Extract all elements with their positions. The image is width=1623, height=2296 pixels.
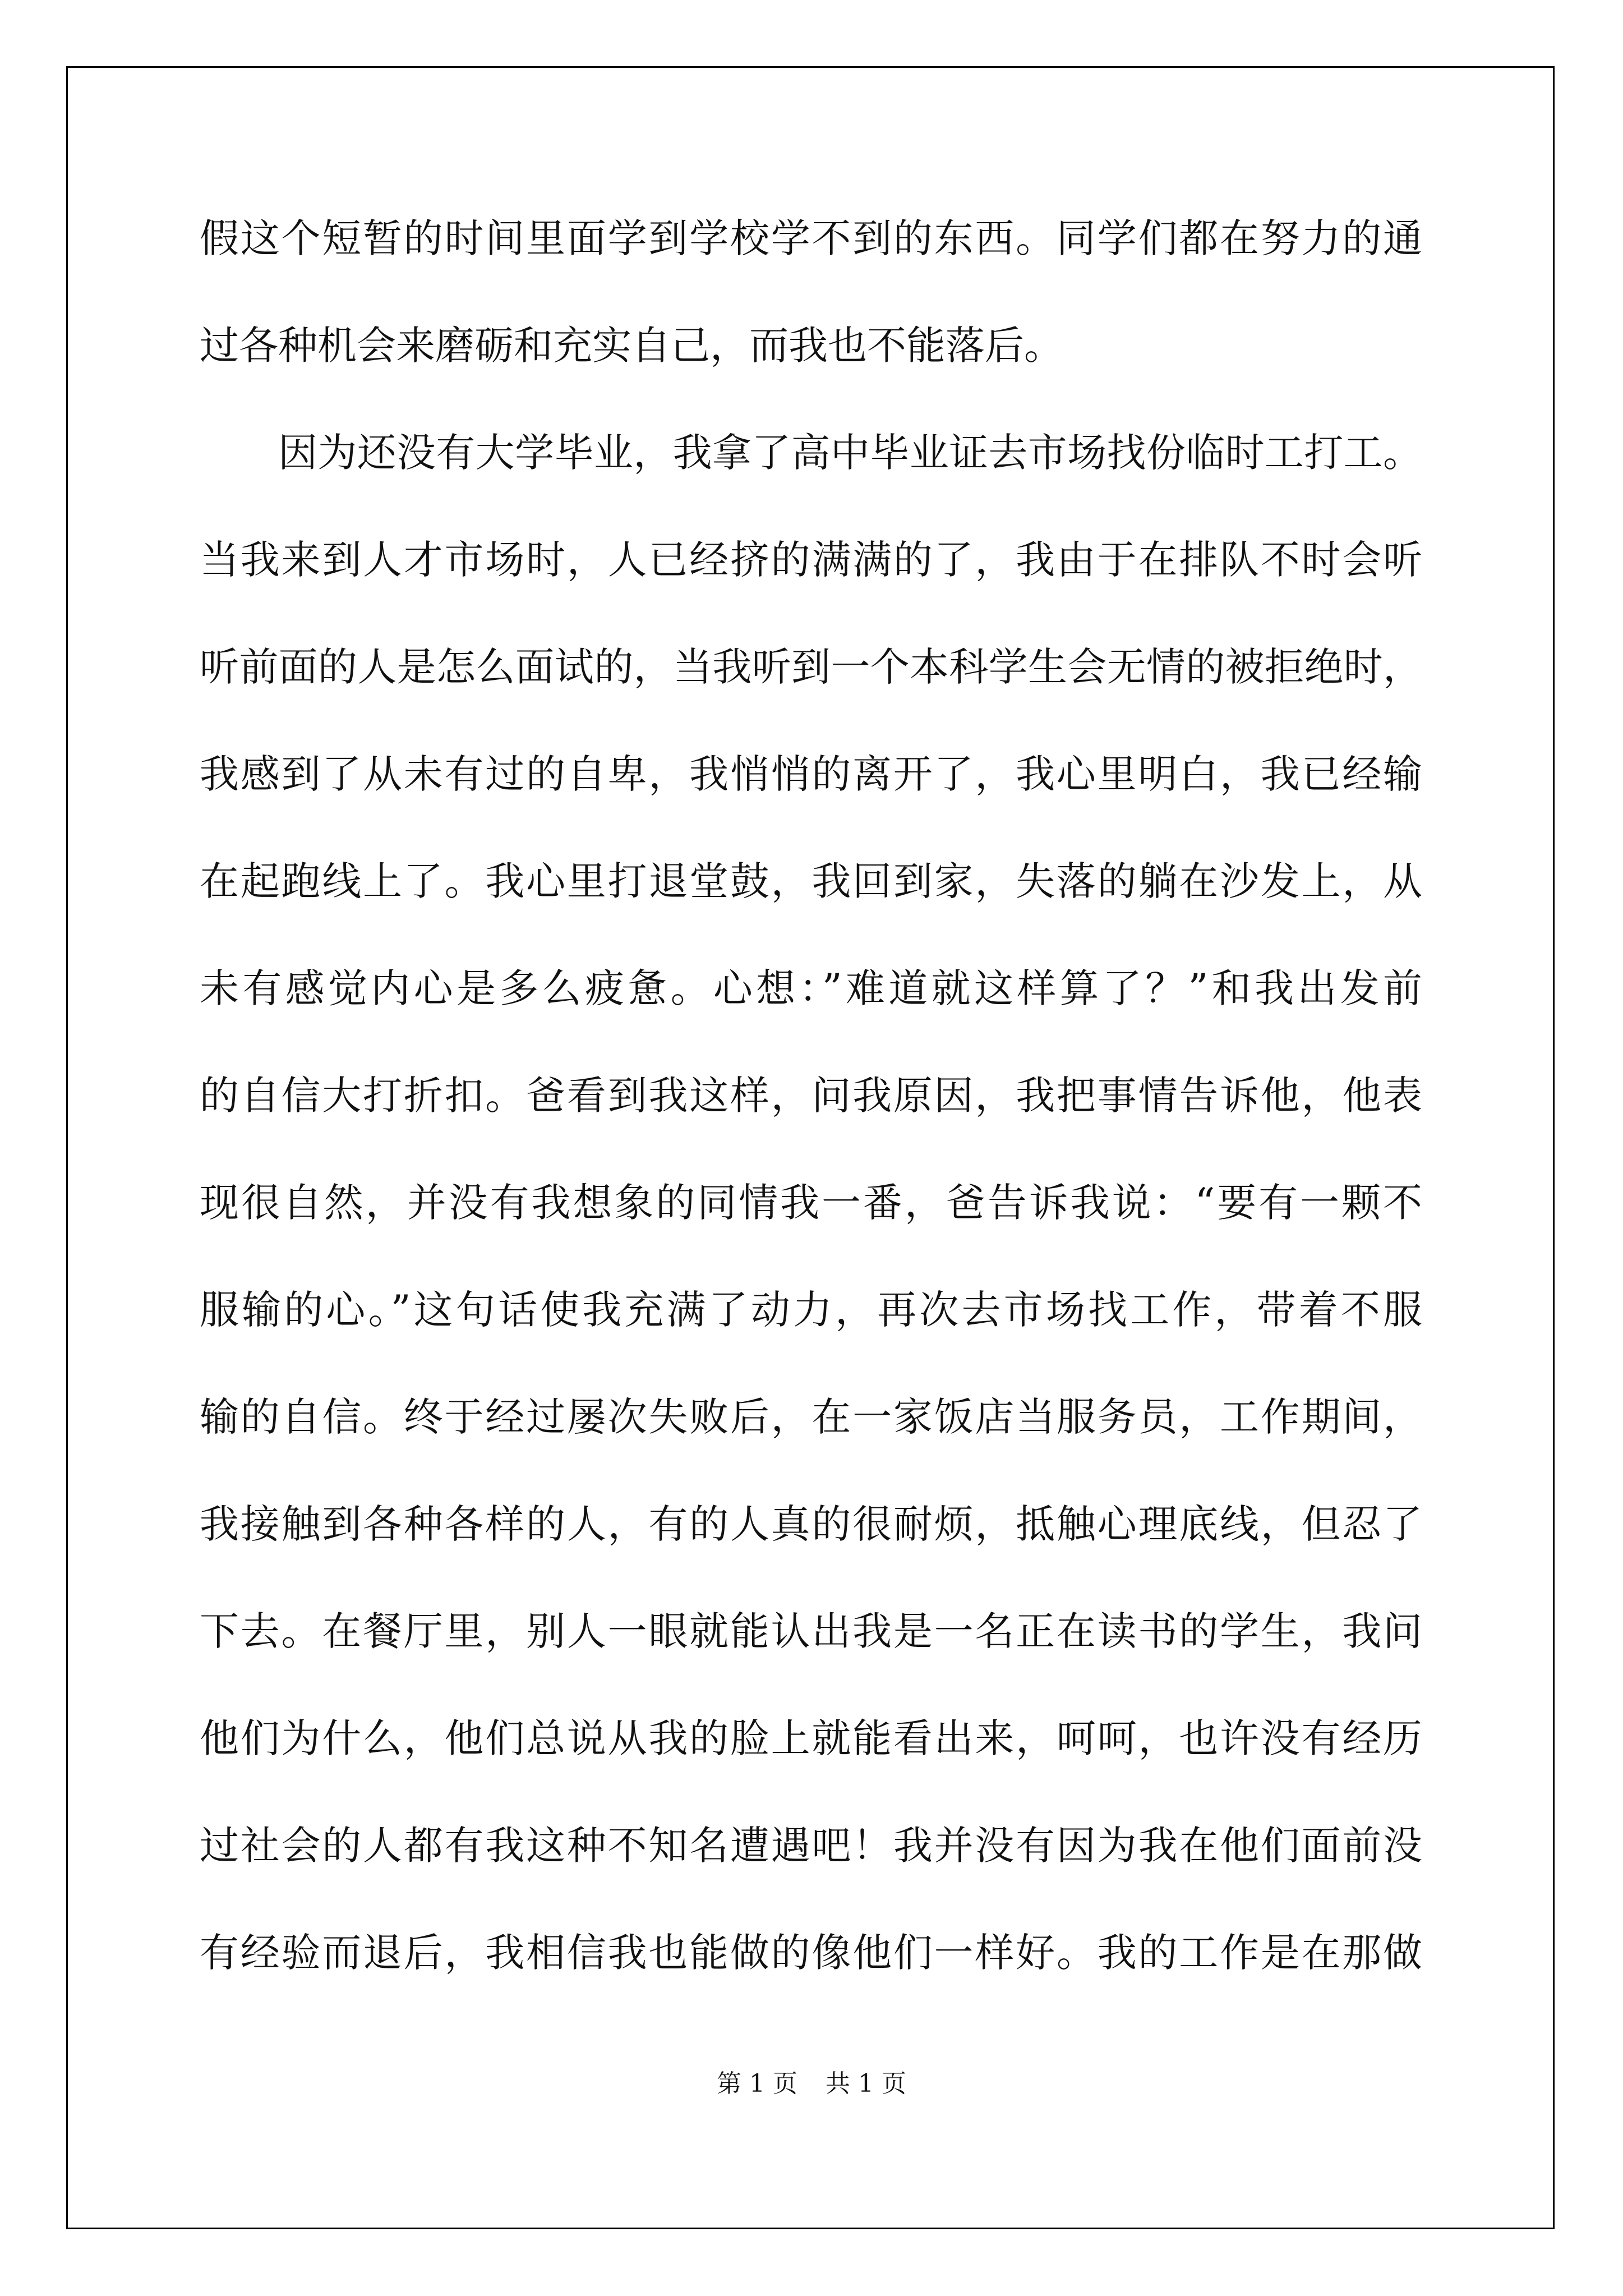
document-body xyxy=(200,216,1422,2037)
text-line: 假这个短暂的时间里面学到学校学不到的东西。同学们都在努力的通 xyxy=(200,215,1422,261)
text-line: 因为还没有大学毕业，我拿了高中毕业证去市场找份临时工打工。 xyxy=(278,430,1422,476)
text-line: 我接触到各种各样的人，有的人真的很耐烦，抵触心理底线，但忍了 xyxy=(200,1501,1422,1547)
text-line: 当我来到人才市场时，人已经挤的满满的了，我由于在排队不时会听 xyxy=(200,537,1422,583)
page-total: 共 1 页 xyxy=(826,2069,906,2098)
text-line: 我感到了从未有过的自卑，我悄悄的离开了，我心里明白，我已经输 xyxy=(200,751,1422,797)
text-line: 下去。在餐厅里，别人一眼就能认出我是一名正在读书的学生，我问 xyxy=(200,1608,1422,1654)
text-line: 现很自然，并没有我想象的同情我一番，爸告诉我说：“要有一颗不 xyxy=(200,1180,1422,1226)
text-line: 听前面的人是怎么面试的，当我听到一个本科学生会无情的被拒绝时， xyxy=(200,644,1422,690)
text-line: 未有感觉内心是多么疲惫。心想：”难道就这样算了？”和我出发前 xyxy=(200,965,1422,1011)
text-line: 的自信大打折扣。爸看到我这样，问我原因，我把事情告诉他，他表 xyxy=(200,1073,1422,1119)
page-number: 第 1 页 xyxy=(717,2069,797,2098)
page-footer xyxy=(0,2070,1623,2098)
text-line: 输的自信。终于经过屡次失败后，在一家饭店当服务员，工作期间， xyxy=(200,1394,1422,1440)
text-line: 服输的心。”这句话使我充满了动力，再次去市场找工作，带着不服 xyxy=(200,1287,1422,1333)
text-line: 在起跑线上了。我心里打退堂鼓，我回到家，失落的躺在沙发上，从 xyxy=(200,858,1422,904)
text-line: 有经验而退后，我相信我也能做的像他们一样好。我的工作是在那做 xyxy=(200,1930,1422,1976)
text-line: 过社会的人都有我这种不知名遭遇吧！我并没有因为我在他们面前没 xyxy=(200,1823,1422,1869)
text-line: 他们为什么，他们总说从我的脸上就能看出来，呵呵，也许没有经历 xyxy=(200,1715,1422,1761)
text-line: 过各种机会来磨砺和充实自己，而我也不能落后。 xyxy=(200,323,1063,369)
